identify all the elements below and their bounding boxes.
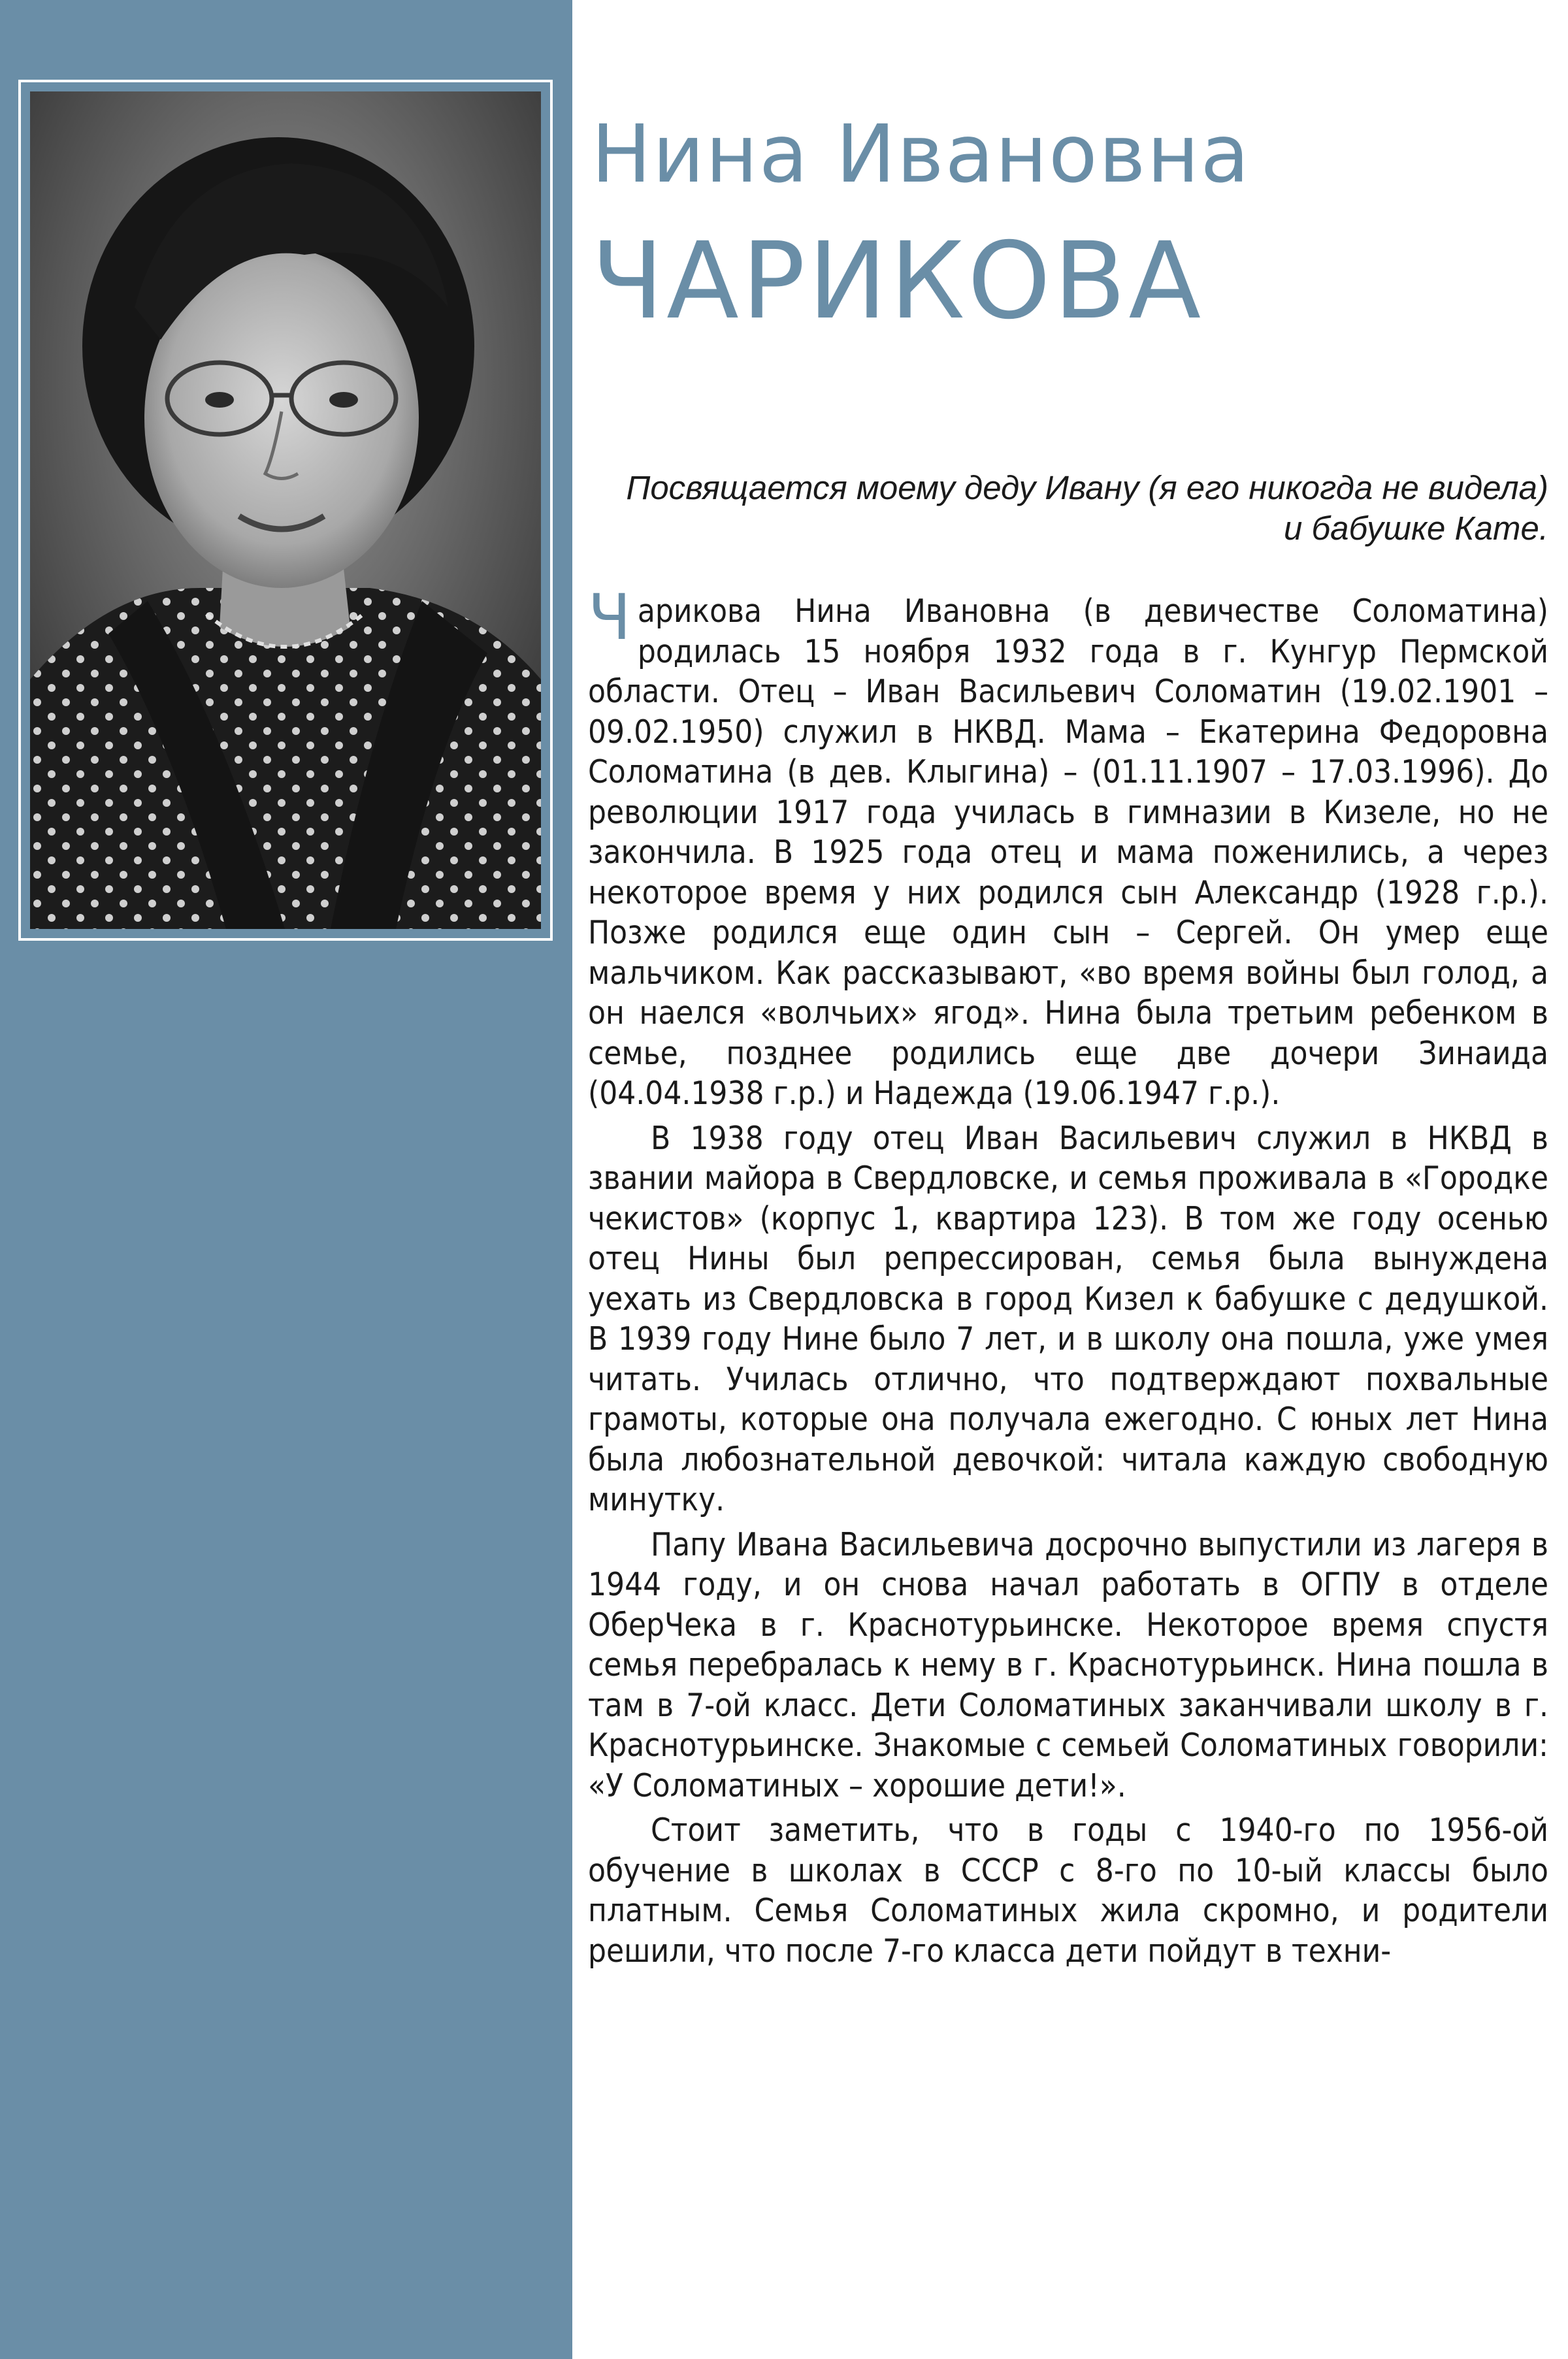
paragraph-text: арикова Нина Ивановна (в девичестве Соломатина) родилась 15 ноября 1932 года в г. Кунгур Пермской области. Отец – Иван Васильевич Соломатин (19.02.1901 – 09.02.1950) служил в НКВД. Мама – Екатерина Федоровна Соломатина (в дев. Клыгина) – (01.11.1907 – 17.03.1996). До революции 1917 года училась в гимназии в Кизеле, но не закончила. В 1925 года отец и мама поженились, а через некоторое время у них родился сын Александр (1928 г.р.). Позже родился еще один сын – Сергей. Он умер еще мальчиком. Как рассказывают, «во время войны был голод, а он наелся «волчьих» ягод». Нина была третьим ребенком в семье, позднее родились еще две дочери Зинаида (04.04.1938 г.р.) и Надежда (19.06.1947 г.р.). xyxy=(588,593,1548,1112)
article-body xyxy=(588,581,1548,1976)
portrait-photo xyxy=(30,91,541,929)
sidebar-band xyxy=(0,0,572,2359)
paragraph: Папу Ивана Васильевича досрочно выпустили из лагеря в 1944 году, и он снова начал работать в ОГПУ в отделе ОберЧека в г. Краснотурьинске. Некоторое время спустя семья перебралась к нему в г. Краснотурьинск. Нина пошла в там в 7-ой класс. Дети Соломатиных заканчивали школу в г. Краснотурьинске. Знакомые с семьей Соломатиных говорили: «У Соломатиных – хорошие дети!». xyxy=(588,1525,1548,1804)
paragraph: Стоит заметить, что в годы с 1940-го по 1956-ой обучение в школах в СССР с 8-го по 10-ый классы было платным. Семья Соломатиных жила скромно, и родители решили, что после 7-го класса дети пойдут в техни- xyxy=(588,1812,1548,1970)
paragraph xyxy=(588,581,1548,1114)
dedication-line: Посвящается моему деду Ивану (я его никогда не видела) xyxy=(626,469,1548,506)
person-surname: ЧАРИКОВА xyxy=(591,220,1204,343)
portrait-illustration xyxy=(30,91,541,929)
dedication-line: и бабушке Кате. xyxy=(1283,510,1548,547)
person-first-names: Нина Ивановна xyxy=(591,108,1251,201)
dedication xyxy=(588,468,1548,549)
paragraph: В 1938 году отец Иван Васильевич служил в НКВД в звании майора в Свердловске, и семья проживала в «Городке чекистов» (корпус 1, квартира 123). В том же году осенью отец Нины был репрессирован, семья была вынуждена уехать из Свердловска в город Кизел к бабушке с дедушкой. В 1939 году Нине было 7 лет, и в школу она пошла, уже умея читать. Училась отлично, что подтверждают похвальные грамоты, которые она получала ежегодно. С юных лет Нина была любознательной девочкой: читала каждую свободную минутку. xyxy=(588,1119,1548,1518)
photo-frame xyxy=(18,80,553,941)
drop-cap: Ч xyxy=(588,581,631,654)
